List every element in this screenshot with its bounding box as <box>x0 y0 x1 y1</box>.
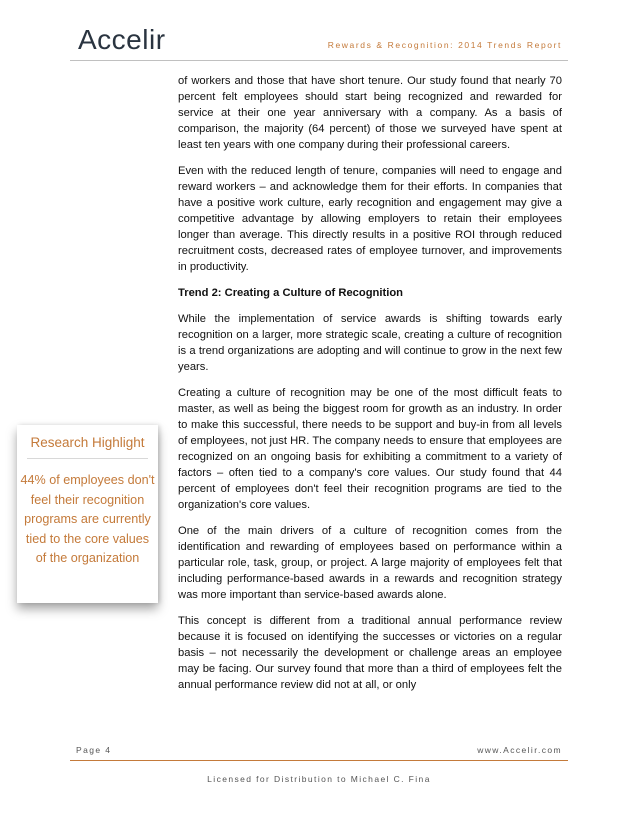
paragraph-3: While the implementation of service awards is shifting towards early recognition on a larger, more strategic scale, creating a culture of recognition is a trend organizations are adopting and will continue to grow in the next few years. <box>178 313 562 373</box>
paragraph-4: Creating a culture of recognition may be one of the most difficult feats to master, as well as being the biggest room for growth as an industry. In order to make this successful, there needs to be support and buy-in from all levels of employees, not just HR. The company needs to ensure that employees are recognized on an ongoing basis for exhibiting a commitment to a variety of factors – often tied to a company's core values. Our study found that 44 percent of employees don't feel their recognition programs are tied to the organization's core values. <box>178 387 562 511</box>
highlight-title: Research Highlight <box>30 435 145 450</box>
highlight-divider <box>27 458 148 459</box>
license-notice: Licensed for Distribution to Michael C. Fina <box>207 774 431 784</box>
highlight-text: 44% of employees don't feel their recognition programs are currently tied to the core values of the organization <box>20 473 155 565</box>
paragraph-1: of workers and those that have short tenure. Our study found that nearly 70 percent felt employees should start being recognized and rewarded for service at their one year anniversary with a company. As a basis of comparison, the majority (64 percent) of those we surveyed have spent at least ten years with one company during their professional careers. <box>178 75 562 151</box>
report-title: Rewards & Recognition: 2014 Trends Report <box>327 40 562 50</box>
page-number: Page 4 <box>76 745 112 755</box>
research-highlight-box <box>17 425 158 603</box>
paragraph-6: This concept is different from a traditional annual performance review because it is focused on identifying the successes or victories on a regular basis – not necessarily the development or challenge areas an employee may be facing. Our survey found that more than a third of employees felt the annual performance review did not at all, or only <box>178 615 562 691</box>
section-heading: Trend 2: Creating a Culture of Recognition <box>178 287 404 299</box>
paragraph-2: Even with the reduced length of tenure, companies will need to engage and reward workers – and acknowledge them for their efforts. In companies that have a positive work culture, early recognition and engagement may give a competitive advantage by allowing employers to retain their employees longer than average. This directly results in a positive ROI through reduced recruitment costs, decreased rates of employee turnover, and improvements in productivity. <box>178 165 562 273</box>
website-url: www.Accelir.com <box>477 745 562 755</box>
paragraph-5: One of the main drivers of a culture of recognition comes from the identification and rewarding of employees based on performance within a particular role, task, group, or project. A large majority of employees felt that including performance-based awards in a rewards and recognition strategy was more important than service-based awards alone. <box>178 525 562 601</box>
header-divider <box>70 60 568 61</box>
footer-divider <box>70 760 568 761</box>
company-logo: Accelir <box>78 24 166 55</box>
body-column <box>178 73 562 703</box>
